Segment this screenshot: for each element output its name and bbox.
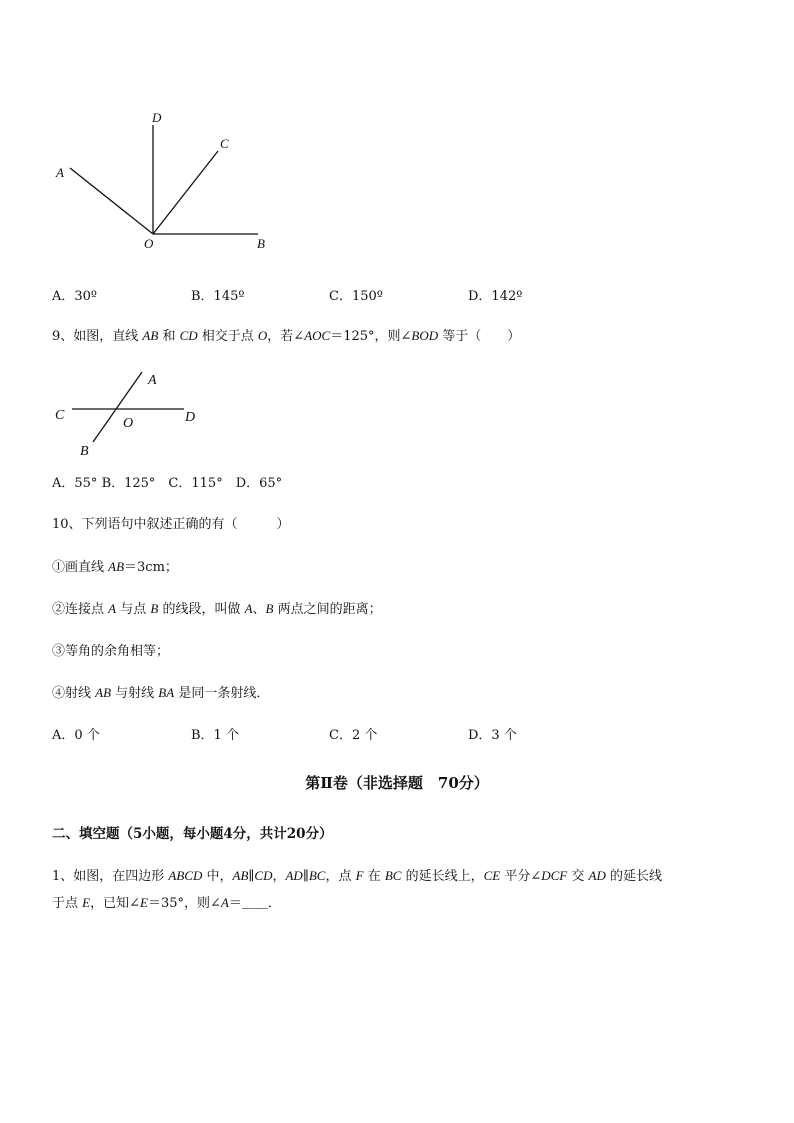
- line-AB: [93, 372, 142, 442]
- label-C: C: [55, 408, 65, 423]
- q9-options: A．55° B．125° C．115° D．65°: [52, 476, 283, 491]
- label-C: C: [220, 136, 229, 151]
- fill-question-1-line-1: 1、如图，在四边形 ABCD 中，AB∥CD，AD∥BC，点 F 在 BC 的延长线上，CE 平分∠DCF 交 AD 的延长线: [52, 868, 662, 884]
- part-2-title: 第Ⅱ卷（非选择题 70分）: [305, 774, 489, 792]
- q8-option-d: D．142º: [468, 289, 523, 304]
- ray-OA: [70, 168, 153, 234]
- label-B: B: [80, 444, 89, 459]
- question-10-stem: 10、下列语句中叙述正确的有（ ）: [52, 517, 290, 532]
- q10-option-d: D．3 个: [468, 728, 517, 743]
- section-heading-fill-in: 二、填空题（5小题，每小题4分，共计20分）: [52, 826, 333, 842]
- q10-statement-2: ②连接点 A 与点 B 的线段，叫做 A、B 两点之间的距离；: [52, 601, 382, 617]
- ray-OC: [153, 151, 218, 234]
- q10-statement-4: ④射线 AB 与射线 BA 是同一条射线．: [52, 685, 270, 701]
- q10-statement-3: ③等角的余角相等；: [52, 644, 170, 659]
- label-A: A: [148, 373, 157, 388]
- q10-option-a: A．0 个: [52, 728, 100, 743]
- label-O: O: [144, 236, 154, 251]
- q10-option-b: B．1 个: [191, 728, 239, 743]
- label-B: B: [257, 236, 265, 251]
- angle-figure-q8: [45, 105, 285, 255]
- q8-option-a: A．30º: [52, 289, 98, 304]
- q8-option-b: B．145º: [191, 289, 245, 304]
- intersecting-lines-figure-q9: [50, 368, 220, 463]
- q10-option-c: C．2 个: [329, 728, 378, 743]
- label-O: O: [123, 416, 134, 431]
- label-A: A: [56, 165, 64, 180]
- label-D: D: [185, 410, 196, 425]
- q8-option-c: C．150º: [329, 289, 383, 304]
- question-9: 9、如图，直线 AB 和 CD 相交于点 O，若∠AOC＝125°，则∠BOD 等于（ ）: [52, 328, 521, 344]
- fill-question-1-line-2: 于点 E，已知∠E＝35°，则∠A＝＿＿．: [52, 895, 281, 911]
- q10-statement-1: ①画直线 AB＝3cm；: [52, 559, 178, 575]
- label-D: D: [152, 110, 162, 125]
